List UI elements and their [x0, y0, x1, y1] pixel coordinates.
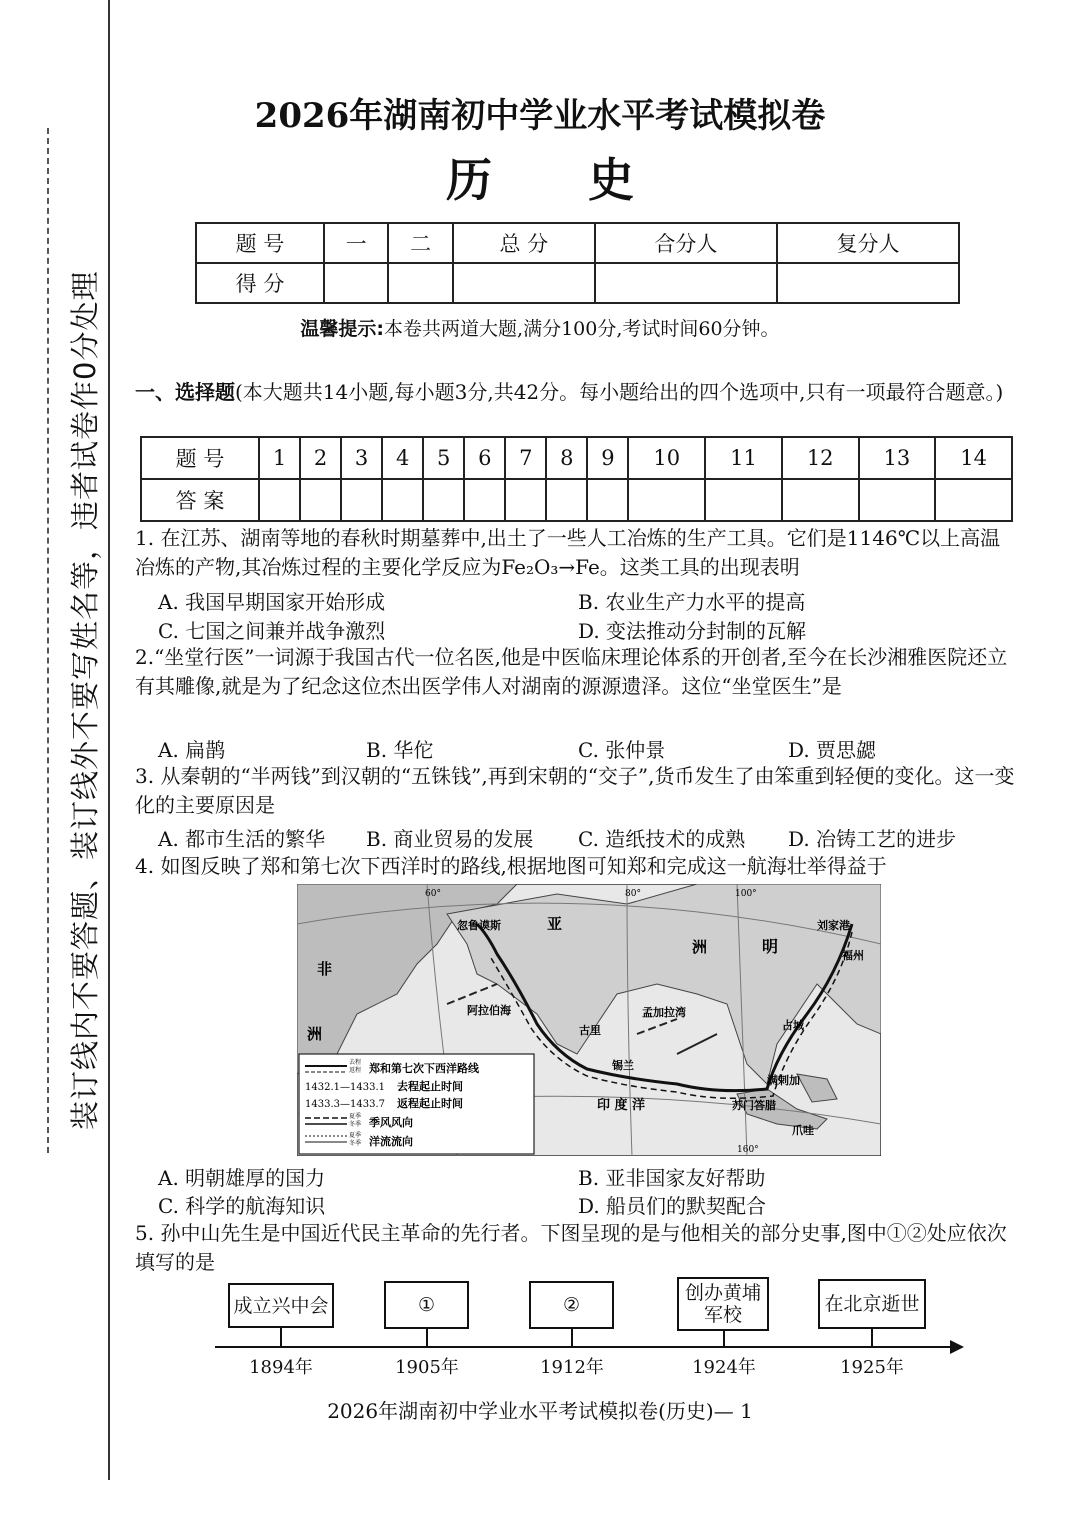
- map-label-bay-of-bengal: 孟加拉湾: [642, 1006, 686, 1019]
- legend-sym-monsoon-summer: 夏季: [349, 1113, 362, 1120]
- question-3-stem: 3. 从秦朝的“半两钱”到汉朝的“五铢钱”,再到宋朝的“交子”,货币发生了由笨重到轻便的变化。这一变化的主要原因是: [135, 764, 1015, 817]
- score-header-2: 二: [388, 223, 452, 263]
- answer-number: 3: [341, 437, 382, 479]
- answer-number: 12: [782, 437, 859, 479]
- answer-number: 7: [505, 437, 546, 479]
- question-2-option-b[interactable]: B. 华佗: [366, 738, 434, 762]
- timeline-event-5: 在北京逝世: [818, 1279, 926, 1329]
- question-2-stem: 2.“坐堂行医”一词源于我国古代一位名医,他是中医临床理论体系的开创者,至今在长沙湘雅医院还立有其雕像,就是为了纪念这位杰出医学伟人对湖南的源源遗泽。这位“坐堂医生”是: [135, 645, 1008, 698]
- question-2-option-a[interactable]: A. 扁鹊: [158, 738, 226, 762]
- map-label-africa-2: 洲: [307, 1025, 323, 1043]
- page-footer: 2026年湖南初中学业水平考试模拟卷(历史)— 1: [327, 1399, 753, 1423]
- question-3-option-a[interactable]: A. 都市生活的繁华: [158, 827, 326, 851]
- map-label-asia-1: 亚: [547, 915, 563, 933]
- timeline-year-1: 1894年: [249, 1357, 313, 1378]
- answer-cell[interactable]: [341, 479, 382, 521]
- answer-cell[interactable]: [464, 479, 505, 521]
- answer-number: 6: [464, 437, 505, 479]
- question-4-option-d[interactable]: D. 船员们的默契配合: [578, 1194, 767, 1218]
- question-4-option-c[interactable]: C. 科学的航海知识: [158, 1194, 326, 1218]
- timeline-event-4: 创办黄埔 军校: [677, 1277, 769, 1331]
- legend-return: 返程起止时间: [397, 1097, 463, 1110]
- answer-table: [140, 436, 1013, 522]
- answer-number: 4: [382, 437, 423, 479]
- timeline-year-3: 1912年: [540, 1357, 604, 1378]
- timeline-year-5: 1925年: [840, 1357, 904, 1378]
- score-cell[interactable]: [324, 263, 388, 303]
- score-header-tallier: 合分人: [595, 223, 777, 263]
- map-label-arabian-sea: 阿拉伯海: [467, 1004, 511, 1017]
- legend-monsoon: 季风风向: [369, 1116, 413, 1129]
- answer-number: 5: [423, 437, 464, 479]
- legend-outbound: 去程起止时间: [397, 1080, 463, 1093]
- map-label-asia-2: 洲: [692, 938, 708, 956]
- exam-title: 2026年湖南初中学业水平考试模拟卷: [254, 96, 826, 136]
- question-4-option-b[interactable]: B. 亚非国家友好帮助: [578, 1166, 766, 1190]
- section-1-header: [135, 378, 1020, 407]
- legend-sym-monsoon-winter: 冬季: [349, 1121, 362, 1128]
- score-header-label: 题 号: [196, 223, 324, 263]
- answer-cell[interactable]: [859, 479, 936, 521]
- legend-sym-outbound: 去程: [349, 1059, 362, 1066]
- legend-outbound-dates: 1432.1—1433.1: [305, 1082, 385, 1093]
- tip-label: 温馨提示:: [300, 318, 385, 340]
- question-2-option-d[interactable]: D. 贾思勰: [788, 738, 877, 762]
- answer-cell[interactable]: [382, 479, 423, 521]
- tip-text: 本卷共两道大题,满分100分,考试时间60分钟。: [384, 318, 780, 340]
- answer-number: 11: [705, 437, 782, 479]
- score-header-total: 总 分: [453, 223, 595, 263]
- answer-cell[interactable]: [628, 479, 705, 521]
- timeline-tick: [280, 1328, 282, 1346]
- score-header-checker: 复分人: [777, 223, 959, 263]
- legend-route: 郑和第七次下西洋路线: [369, 1062, 479, 1075]
- legend-sym-return: 返程: [349, 1067, 362, 1074]
- answer-number: 1: [259, 437, 300, 479]
- score-header-1: 一: [324, 223, 388, 263]
- answer-row-label: 答 案: [141, 479, 259, 521]
- binding-note-text: 装订线内不要答题、装订线外不要写姓名等，违者试卷作0分处理: [68, 270, 102, 1130]
- answer-number: 13: [859, 437, 936, 479]
- timeline-year-2: 1905年: [395, 1357, 459, 1378]
- answer-cell[interactable]: [259, 479, 300, 521]
- question-4-option-a[interactable]: A. 明朝雄厚的国力: [158, 1166, 326, 1190]
- section-1-text: (本大题共14小题,每小题3分,共42分。每小题给出的四个选项中,只有一项最符合题意。): [235, 380, 1004, 404]
- map-label-africa-1: 非: [317, 960, 333, 978]
- score-row-label: 得 分: [196, 263, 324, 303]
- legend-sym-current-winter: 冬季: [349, 1140, 362, 1147]
- exam-tip: [0, 314, 1080, 341]
- timeline-arrow-icon: [950, 1340, 964, 1354]
- map-lon-100: 100°: [735, 889, 757, 899]
- section-1-label: 一、选择题: [135, 380, 235, 404]
- timeline-axis: [215, 1346, 955, 1348]
- question-2-option-c[interactable]: C. 张仲景: [578, 738, 666, 762]
- map-label-malacca: 满剌加: [767, 1074, 800, 1087]
- map-label-indian-ocean: 印 度 洋: [597, 1098, 646, 1113]
- legend-sym-current-summer: 夏季: [349, 1132, 362, 1139]
- legend-return-dates: 1433.3—1433.7: [305, 1099, 385, 1110]
- score-cell[interactable]: [595, 263, 777, 303]
- answer-number: 10: [628, 437, 705, 479]
- answer-cell[interactable]: [705, 479, 782, 521]
- timeline-tick: [871, 1329, 873, 1346]
- map-label-java: 爪哇: [792, 1124, 814, 1137]
- question-5-stem: 5. 孙中山先生是中国近代民主革命的先行者。下图呈现的是与他相关的部分史事,图中①②处应依次填写的是: [135, 1221, 1007, 1274]
- answer-cell[interactable]: [935, 479, 1012, 521]
- subject-title: 历 史: [445, 153, 674, 207]
- question-3-option-c[interactable]: C. 造纸技术的成熟: [578, 827, 746, 851]
- map-label-calicut: 古里: [579, 1024, 601, 1037]
- answer-number: 8: [546, 437, 587, 479]
- map-lon-160: 160°: [737, 1145, 759, 1155]
- answer-table-label: 题 号: [141, 437, 259, 479]
- answer-cell[interactable]: [300, 479, 341, 521]
- timeline-event-2: ①: [384, 1281, 469, 1329]
- answer-cell[interactable]: [587, 479, 628, 521]
- question-3-option-b[interactable]: B. 商业贸易的发展: [366, 827, 534, 851]
- timeline-event-1: 成立兴中会: [228, 1283, 334, 1328]
- map-label-ming: 明: [762, 937, 779, 956]
- map-label-fuzhou: 福州: [842, 949, 864, 962]
- question-1-stem: 1. 在江苏、湖南等地的春秋时期墓葬中,出土了一些人工冶炼的生产工具。它们是1146℃以上高温冶炼的产物,其冶炼过程的主要化学反应为Fe₂O₃→Fe。这类工具的出现表明: [135, 526, 1001, 579]
- map-label-ceylon: 锡兰: [612, 1059, 634, 1072]
- timeline-tick: [571, 1329, 573, 1346]
- legend-current: 洋流流向: [369, 1135, 413, 1148]
- map-label-hormuz: 忽鲁谟斯: [457, 919, 501, 932]
- question-1-option-c[interactable]: C. 七国之间兼并战争激烈: [158, 619, 386, 643]
- answer-cell[interactable]: [546, 479, 587, 521]
- map-lon-60: 60°: [425, 889, 441, 899]
- score-cell[interactable]: [777, 263, 959, 303]
- question-1-option-d[interactable]: D. 变法推动分封制的瓦解: [578, 619, 807, 643]
- timeline-tick: [426, 1329, 428, 1346]
- answer-number: 9: [587, 437, 628, 479]
- answer-number: 2: [300, 437, 341, 479]
- question-1-option-b[interactable]: B. 农业生产力水平的提高: [578, 590, 806, 614]
- map-label-liujiagang: 刘家港: [817, 919, 850, 932]
- binding-note: [60, 270, 110, 1130]
- zheng-he-route-map: [297, 884, 881, 1156]
- map-lon-80: 80°: [625, 889, 641, 899]
- answer-cell[interactable]: [782, 479, 859, 521]
- timeline-tick: [723, 1331, 725, 1346]
- score-table: [195, 222, 960, 304]
- binding-dashed-line: [47, 128, 49, 1153]
- question-3-option-d[interactable]: D. 冶铸工艺的进步: [788, 827, 957, 851]
- timeline-year-4: 1924年: [692, 1357, 756, 1378]
- question-4-stem: 4. 如图反映了郑和第七次下西洋时的路线,根据地图可知郑和完成这一航海壮举得益于: [135, 854, 887, 878]
- question-1-option-a[interactable]: A. 我国早期国家开始形成: [158, 590, 386, 614]
- answer-number: 14: [935, 437, 1012, 479]
- score-cell[interactable]: [453, 263, 595, 303]
- timeline-event-3: ②: [529, 1281, 614, 1329]
- answer-cell[interactable]: [505, 479, 546, 521]
- score-cell[interactable]: [388, 263, 452, 303]
- map-label-champa: 占城: [782, 1019, 804, 1032]
- map-label-sumatra: 苏门答腊: [732, 1099, 776, 1112]
- answer-cell[interactable]: [423, 479, 464, 521]
